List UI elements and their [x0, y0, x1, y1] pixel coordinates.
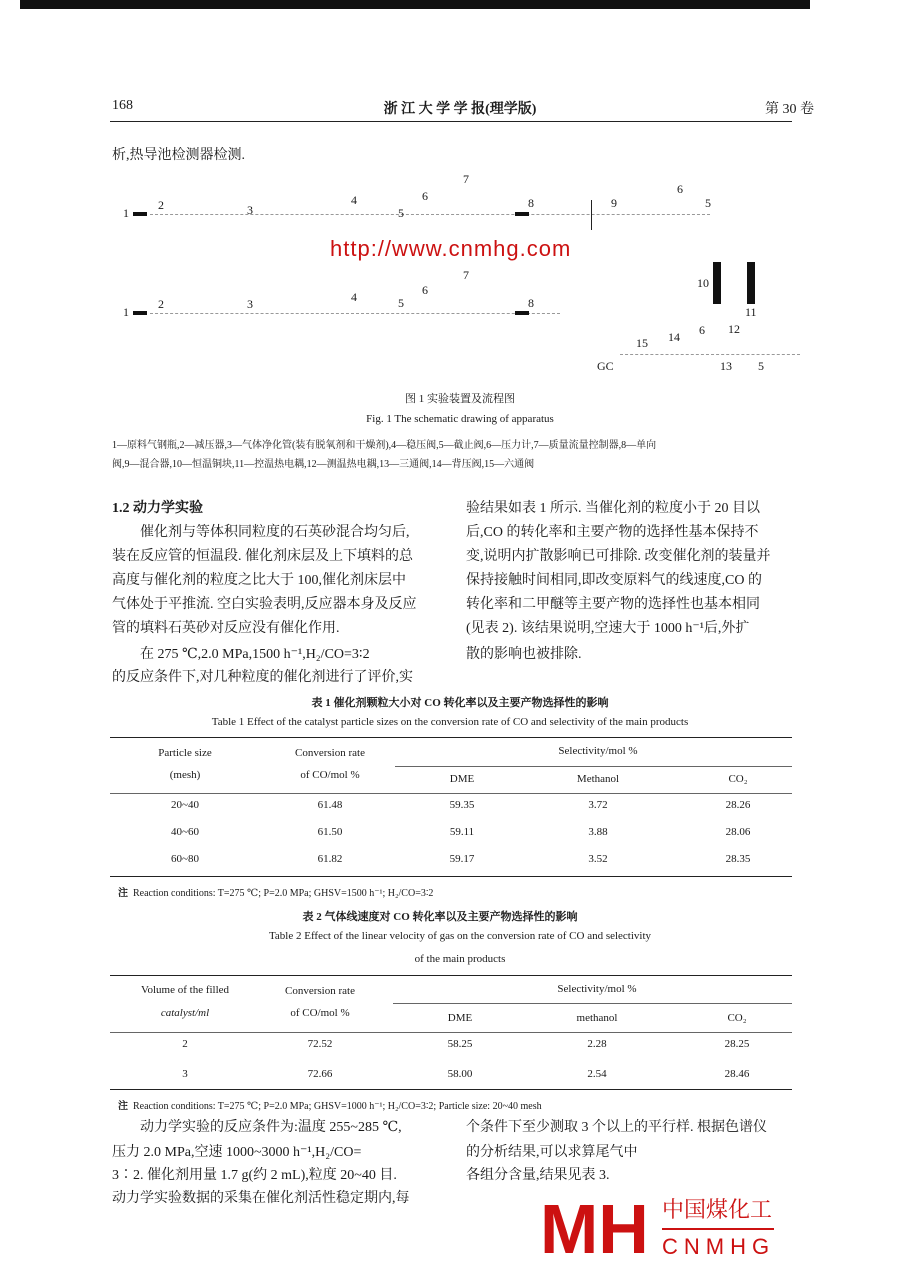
- label: 7: [463, 172, 469, 186]
- label: 8: [528, 196, 534, 210]
- table2-cell: 2: [182, 1038, 188, 1050]
- note-label: 注: [118, 888, 128, 899]
- paragraph-line: 气体处于平推流. 空白实验表明,反应器本身及反应: [112, 597, 417, 612]
- table1-cell: 3.52: [588, 853, 608, 865]
- table1-note: [118, 884, 433, 899]
- table1-cell: 59.35: [449, 799, 475, 811]
- table2-header-rule: [110, 1032, 792, 1033]
- table1-header-rule: [110, 793, 792, 794]
- figure-legend-line: 阀,9—混合器,10—恒温铜块,11—控温热电耦,12—测温热电耦,13—三通阀,14—背压阀,15—六通阀: [112, 459, 535, 470]
- label: 3: [247, 203, 253, 217]
- journal-title: 浙 江 大 学 学 报(理学版): [383, 102, 537, 117]
- table2-cell: 3: [182, 1068, 188, 1080]
- table2-cell: 2.28: [587, 1038, 607, 1050]
- table1-header-conversion: Conversion rate: [295, 747, 365, 759]
- table2-note: [118, 1097, 542, 1112]
- label: 1: [123, 305, 129, 319]
- table1-header-co2: CO₂: [728, 773, 748, 785]
- label: 12: [728, 322, 740, 336]
- table2-header-volume: Volume of the filled: [140, 984, 230, 996]
- paragraph-line: 装在反应管的恒温段. 催化剂床层及上下填料的总: [112, 549, 413, 564]
- paragraph-line: 变,说明内扩散影响已可排除. 改变催化剂的装量并: [466, 549, 771, 564]
- label: GC: [597, 359, 614, 373]
- gas-cylinder-1: [133, 212, 147, 216]
- paragraph-line: 压力 2.0 MPa,空速 1000~3000 h⁻¹,H₂/CO=: [112, 1145, 362, 1160]
- paragraph-line: 保持接触时间相同,即改变原料气的线速度,CO 的: [466, 573, 762, 588]
- table2-cell: 28.25: [724, 1038, 750, 1050]
- table2-caption-en-2: of the main products: [414, 953, 506, 965]
- label: 6: [699, 323, 705, 337]
- mixer: [591, 200, 592, 230]
- table2-header-conversion: Conversion rate: [285, 985, 355, 997]
- cnmhg-logo: [540, 1192, 800, 1268]
- table2-header-methanol: methanol: [576, 1012, 618, 1024]
- table2-bottom-rule: [110, 1089, 792, 1090]
- volume: 第 30 卷: [765, 102, 814, 117]
- table1-cell: 3.88: [588, 826, 608, 838]
- table1-header-methanol: Methanol: [576, 773, 620, 785]
- figure-legend-line: 1—原料气钢瓶,2—减压器,3—气体净化管(装有脱氧剂和干燥剂),4—稳压阀,5—截止阀,6—压力计,7—质量流量控制器,8—单向: [112, 440, 657, 451]
- table2-header-co2: CO₂: [727, 1012, 747, 1024]
- table2-header-volume-unit: catalyst/ml: [160, 1007, 210, 1019]
- pipe-line-2: [150, 313, 560, 315]
- label: 6: [422, 283, 428, 297]
- logo-underline: [662, 1228, 774, 1230]
- paragraph-line: 催化剂与等体积同粒度的石英砂混合均匀后,: [140, 525, 410, 540]
- paragraph-line: 在 275 ℃,2.0 MPa,1500 h⁻¹,H₂/CO=3∶2: [140, 647, 370, 662]
- label: 11: [745, 305, 757, 319]
- table2-sub-rule: [393, 1003, 792, 1004]
- paragraph-line: 后,CO 的转化率和主要产物的选择性基本保持不: [466, 525, 759, 540]
- figure-caption-cn: 图 1 实验装置及流程图: [405, 393, 515, 405]
- copper-block-right: [747, 262, 755, 304]
- label: 6: [422, 189, 428, 203]
- table1-cell: 3.72: [588, 799, 608, 811]
- table2-header-conversion-unit: of CO/mol %: [290, 1007, 350, 1019]
- table2-cell: 2.54: [587, 1068, 607, 1080]
- paragraph-line: 高度与催化剂的粒度之比大于 100,催化剂床层中: [112, 573, 406, 588]
- label: 5: [398, 296, 404, 310]
- label: 4: [351, 193, 357, 207]
- table1-cell: 61.82: [317, 853, 343, 865]
- label: 9: [611, 196, 617, 210]
- table2-header-selectivity: Selectivity/mol %: [557, 983, 637, 995]
- table2-caption-cn: 表 2 气体线速度对 CO 转化率以及主要产物选择性的影响: [302, 911, 578, 923]
- table1-cell: 60~80: [171, 853, 199, 865]
- check-valve-2: [515, 311, 529, 315]
- table1-cell: 40~60: [171, 826, 199, 838]
- top-scan-bar: [20, 0, 810, 9]
- label: 10: [697, 276, 709, 290]
- table2-cell: 72.66: [307, 1068, 333, 1080]
- table1-cell: 28.26: [725, 799, 751, 811]
- table1-top-rule: [110, 737, 792, 738]
- table1-header-dme: DME: [449, 773, 475, 785]
- label: 13: [720, 359, 732, 373]
- table1-cell: 28.35: [725, 853, 751, 865]
- table2-top-rule: [110, 975, 792, 976]
- paragraph-line: (见表 2). 该结果说明,空速大于 1000 h⁻¹后,外扩: [466, 621, 750, 636]
- logo-cn: 中国煤化工: [662, 1198, 773, 1223]
- label: 2: [158, 198, 164, 212]
- table2-cell: 58.00: [447, 1068, 473, 1080]
- logo-en: CNMHG: [662, 1234, 776, 1259]
- table2-caption-en: Table 2 Effect of the linear velocity of gas on the conversion rate of CO and selectivity: [268, 930, 652, 942]
- paragraph-line: 散的影响也被排除.: [466, 647, 582, 662]
- label: 4: [351, 290, 357, 304]
- table1-caption-en: Table 1 Effect of the catalyst particle sizes on the conversion rate of CO and selectivity of the main products: [211, 716, 689, 728]
- paragraph-line: 动力学实验的反应条件为:温度 255~285 ℃,: [140, 1120, 402, 1135]
- note-label: 注: [118, 1101, 128, 1112]
- label: 2: [158, 297, 164, 311]
- section-heading: 1.2 动力学实验: [112, 501, 203, 516]
- table2-cell: 58.25: [447, 1038, 473, 1050]
- table2-cell: 72.52: [307, 1038, 333, 1050]
- table1-header-particle-unit: (mesh): [169, 769, 201, 781]
- label: 15: [636, 336, 648, 350]
- paragraph-line: 动力学实验数据的采集在催化剂活性稳定期内,每: [112, 1191, 410, 1206]
- intro-line: 析,热导池检测器检测.: [112, 148, 245, 163]
- note-text: Reaction conditions: T=275 ℃; P=2.0 MPa; GHSV=1000 h⁻¹; H₂/CO=3∶2; Particle size: 20~40 mesh: [133, 1101, 542, 1112]
- table1-header-particle: Particle size: [158, 747, 212, 759]
- pipe-line-3: [620, 354, 800, 356]
- paragraph-line: 管的填料石英砂对反应没有催化作用.: [112, 621, 340, 636]
- label: 8: [528, 296, 534, 310]
- figure-caption-en: Fig. 1 The schematic drawing of apparatus: [366, 413, 554, 425]
- label: 14: [668, 330, 680, 344]
- table1-bottom-rule: [110, 876, 792, 877]
- logo-mark: MH: [540, 1190, 649, 1268]
- paragraph-line: 个条件下至少测取 3 个以上的平行样. 根据色谱仪: [466, 1120, 767, 1135]
- table1-cell: 61.48: [317, 799, 343, 811]
- table1-cell: 59.11: [449, 826, 475, 838]
- label: 7: [463, 268, 469, 282]
- page-number: 168: [112, 98, 133, 113]
- label: 3: [247, 297, 253, 311]
- note-text: Reaction conditions: T=275 ℃; P=2.0 MPa; GHSV=1500 h⁻¹; H₂/CO=3∶2: [133, 888, 434, 899]
- table1-cell: 28.06: [725, 826, 751, 838]
- table1-sub-rule: [395, 766, 792, 767]
- table1-caption-cn: 表 1 催化剂颗粒大小对 CO 转化率以及主要产物选择性的影响: [311, 697, 609, 709]
- copper-block-left: [713, 262, 721, 304]
- pipe-line-1: [150, 214, 710, 216]
- label: 5: [398, 206, 404, 220]
- label: 5: [758, 359, 764, 373]
- table1-header-selectivity: Selectivity/mol %: [558, 745, 638, 757]
- paragraph-line: 各组分含量,结果见表 3.: [466, 1168, 610, 1183]
- check-valve-1: [515, 212, 529, 216]
- paragraph-line: 3∶2. 催化剂用量 1.7 g(约 2 mL),粒度 20~40 目.: [112, 1168, 397, 1183]
- table1-header-conversion-unit: of CO/mol %: [300, 769, 360, 781]
- header-rule: [110, 121, 792, 122]
- table2-cell: 28.46: [724, 1068, 750, 1080]
- gas-cylinder-2: [133, 311, 147, 315]
- paragraph-line: 验结果如表 1 所示. 当催化剂的粒度小于 20 目以: [466, 501, 760, 516]
- table1-cell: 20~40: [171, 799, 199, 811]
- paragraph-line: 转化率和二甲醚等主要产物的选择性也基本相同: [466, 597, 760, 612]
- table1-cell: 59.17: [449, 853, 475, 865]
- paragraph-line: 的反应条件下,对几种粒度的催化剂进行了评价,实: [112, 670, 413, 685]
- label: 6: [677, 182, 683, 196]
- label: 5: [705, 196, 711, 210]
- label: 1: [123, 206, 129, 220]
- url-watermark: http://www.cnmhg.com: [330, 236, 572, 261]
- table2-header-dme: DME: [447, 1012, 473, 1024]
- table1-cell: 61.50: [317, 826, 343, 838]
- paragraph-line: 的分析结果,可以求算尾气中: [466, 1145, 638, 1160]
